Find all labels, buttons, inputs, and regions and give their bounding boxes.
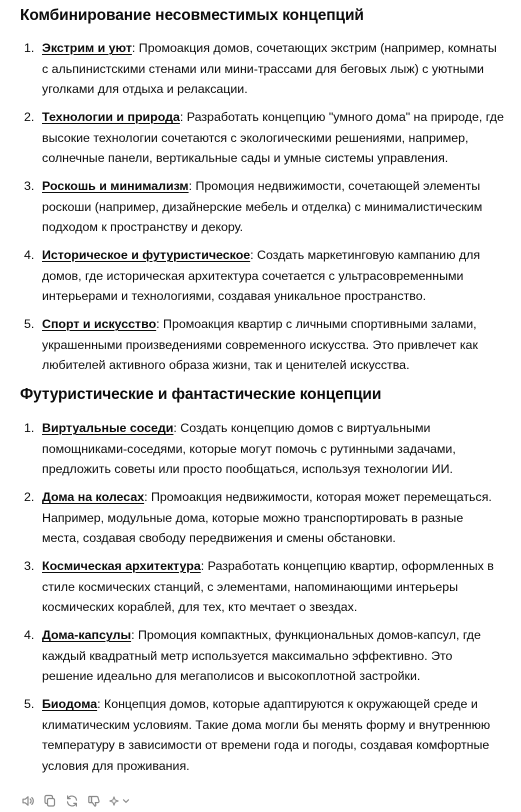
list-item [24,487,504,549]
list-item [24,418,504,480]
list-number: 4. [24,628,35,642]
list-item [24,176,504,238]
section-title-futuristic: Футуристические и фантастические концепции [20,386,382,403]
list-term: Экстрим и уют [42,41,132,55]
list-term: Космическая архитектура [42,559,201,573]
list-text: : Разработать концепцию "умного дома" на природе, где высокие технологии сочетаются с экологическими решениями, например, солнечные панели, вертикальные сады и умные системы управления. [42,110,504,165]
list-term: Роскошь и минимализм [42,179,189,193]
list-term: Дома-капсулы [42,628,132,642]
speaker-icon[interactable] [20,793,36,809]
list-text: : Создать маркетинговую кампанию для домов, где историческая архитектура сочетается с ультрасовременными интерьерами и технологиями, создавая уникальное пространство. [42,248,481,303]
list-item [24,245,504,307]
list-number: 3. [24,559,35,573]
message-actions-toolbar [20,790,130,812]
section-title-incompatible: Комбинирование несовместимых концепций [20,7,364,24]
list-text: : Промоция компактных, функциональных домов-капсул, где каждый квадратный метр используется максимально эффективно. Это решение идеально для мегаполисов и высокоплотной застройки. [42,628,481,683]
list-term: Биодома [42,697,98,711]
list-number: 2. [24,110,35,124]
list-item [24,38,504,100]
list-term: Виртуальные соседи [42,421,174,435]
list-item [24,556,504,618]
list-number: 3. [24,179,35,193]
list-text: : Промоция недвижимости, сочетающей элементы роскоши (например, дизайнерские мебель и отделка) с минималистическим подходом к пространству и декору. [42,179,483,234]
list-term: Спорт и искусство [42,317,157,331]
list-number: 1. [24,421,35,435]
list-number: 1. [24,41,35,55]
list-text: : Концепция домов, которые адаптируются к окружающей среде и климатическим условиям. Такие дома могли бы менять форму и внутреннюю температуру в зависимости от времени года и погоды, создавая комфортные условия для проживания. [42,697,491,773]
list-text: : Промоакция квартир с личными спортивными залами, украшенными произведениями современного искусства. Это привлечет как любителей активного образа жизни, так и ценителей искусства. [42,317,478,372]
list-number: 2. [24,490,35,504]
list-term: Дома на колесах [42,490,145,504]
list-number: 4. [24,248,35,262]
list-item [24,625,504,687]
list-number: 5. [24,697,35,711]
list-text: : Разработать концепцию квартир, оформленных в стиле космических станций, с элементами, напоминающими интерьеры космических кораблей, для тех, кто мечтает о звездах. [42,559,494,614]
copy-icon[interactable] [42,793,58,809]
sparkle-icon[interactable] [108,793,120,809]
list-item [24,694,504,776]
list-item [24,107,504,169]
thumbs-down-icon[interactable] [86,793,102,809]
chevron-down-icon[interactable] [122,793,130,809]
list-text: : Промоакция домов, сочетающих экстрим (например, комнаты с альпинистскими стенами или мини-трассами для беговых лыж) с уютными уголками для отдыха и релаксации. [42,41,497,96]
regenerate-icon[interactable] [64,793,80,809]
list-term: Историческое и футуристическое [42,248,251,262]
list-text: : Промоакция недвижимости, которая может перемещаться. Например, модульные дома, которые можно транспортировать в разные места, создавая свободу передвижения и смены обстановки. [42,490,492,545]
list-number: 5. [24,317,35,331]
list-term: Технологии и природа [42,110,180,124]
list-text: : Создать концепцию домов с виртуальными помощниками-соседями, которые могут помочь с рутинными задачами, предложить советы или просто пообщаться, используя технологии ИИ. [42,421,456,476]
list-item [24,314,504,376]
